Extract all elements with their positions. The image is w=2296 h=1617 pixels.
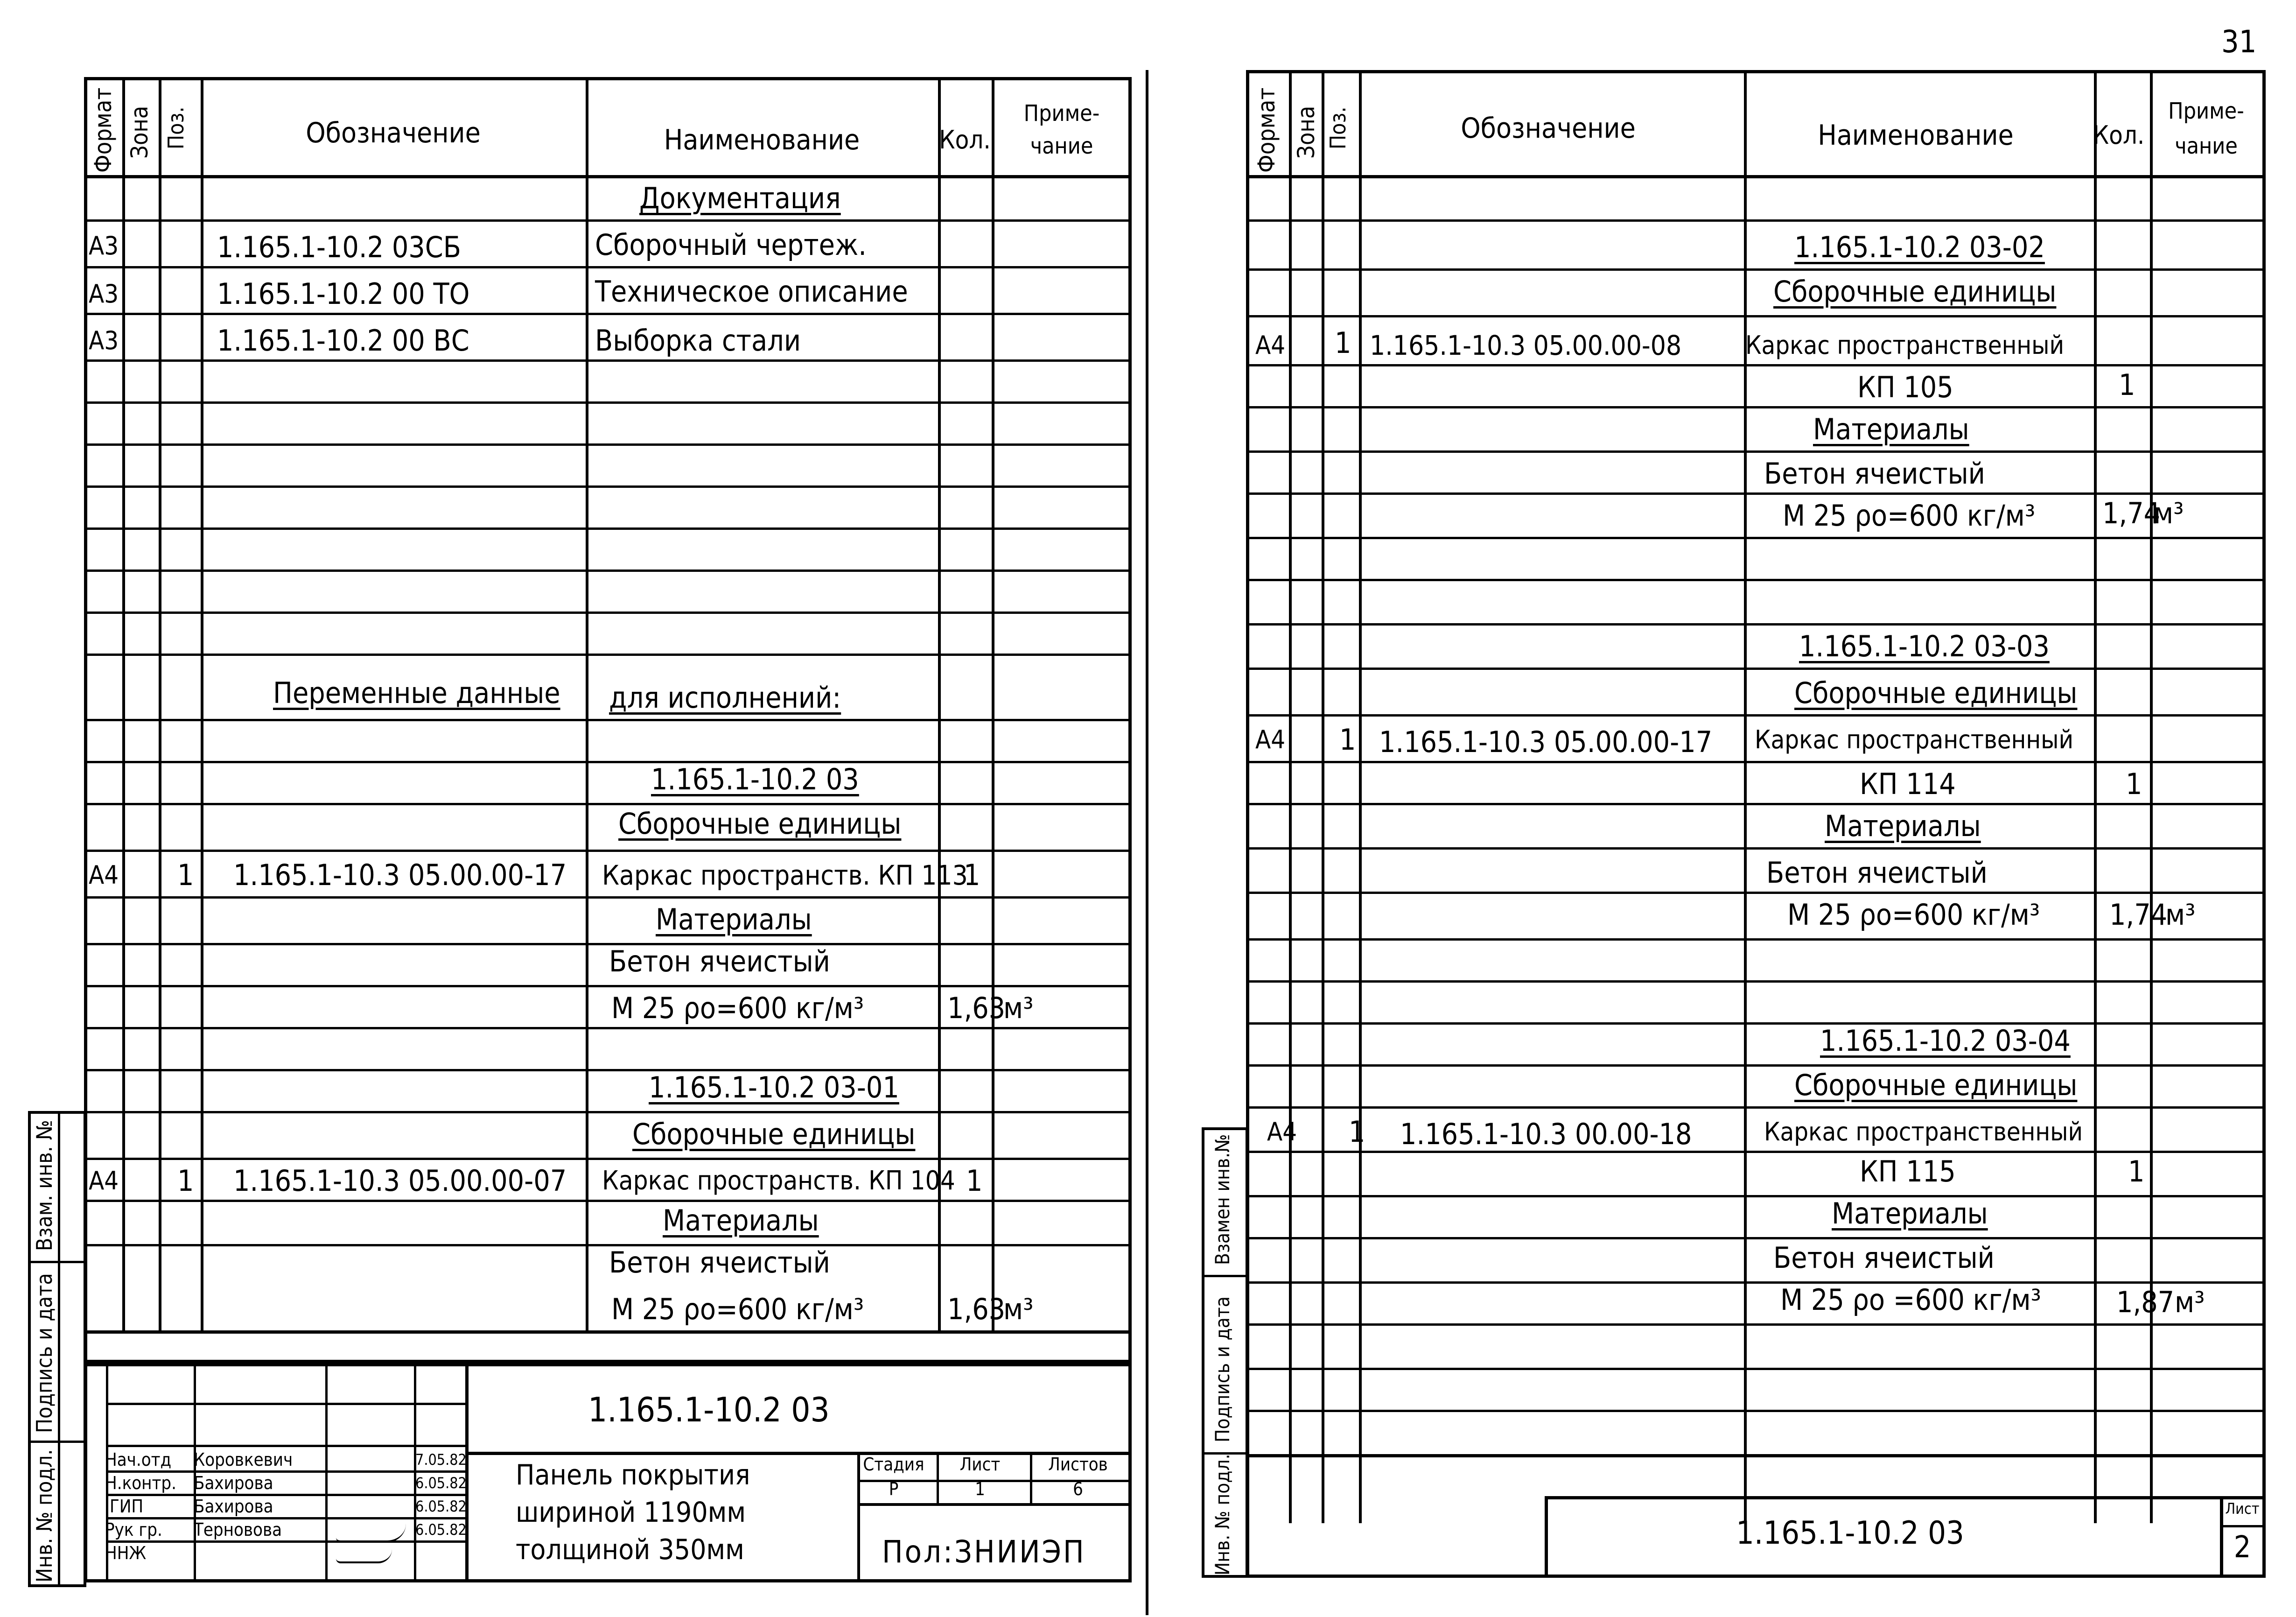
signature-mark — [336, 1522, 406, 1542]
variable-data-label: Переменные данные — [273, 676, 560, 710]
header-pos: Поз. — [1325, 106, 1351, 149]
stamp-line — [31, 1261, 84, 1263]
item-qty: 1 — [2126, 767, 2142, 801]
materials-label: Материалы — [663, 1203, 819, 1237]
row-line — [1246, 1237, 2266, 1239]
item-format: А4 — [1255, 330, 1286, 360]
tb-date: 6.05.82 — [415, 1497, 467, 1515]
header-note-1: Приме- — [1023, 100, 1100, 127]
center-divider — [1146, 70, 1148, 1615]
row-line — [84, 1027, 1132, 1029]
concrete-volume: 1,74 — [2109, 898, 2168, 932]
row-line — [84, 1330, 1132, 1334]
item-format: А4 — [89, 860, 119, 890]
item-pos: 1 — [177, 1164, 194, 1198]
row-line — [84, 761, 1132, 763]
tb-name: Терновова — [194, 1519, 282, 1540]
row-line — [1246, 1368, 2266, 1370]
row-line — [84, 175, 1132, 178]
doc-name: Выборка стали — [595, 323, 801, 358]
item-pos: 1 — [1335, 326, 1351, 360]
concrete-grade: М 25 ρо=600 кг/м³ — [611, 1292, 864, 1326]
tb-name: Коровкевич — [194, 1449, 293, 1470]
header-name: Наименование — [1818, 119, 2014, 152]
doc-designation: 1.165.1-10.2 00 ТО — [217, 277, 470, 311]
doc-format: А3 — [89, 231, 119, 260]
row-line — [1246, 1281, 2266, 1284]
stamp-inv-label: Инв. № подл. — [1211, 1454, 1234, 1575]
tb-name: Бахирова — [194, 1473, 273, 1493]
stamp-podp-label: Подпись и дата — [1211, 1296, 1234, 1442]
header-qty: Кол. — [2093, 120, 2145, 150]
row-line — [84, 1158, 1132, 1160]
page-number: 31 — [2221, 24, 2257, 60]
row-line — [84, 443, 1132, 446]
header-pos: Поз. — [163, 106, 189, 149]
item-name-2: КП 114 — [1860, 767, 1956, 801]
row-line — [84, 266, 1132, 268]
row-line — [1246, 579, 2266, 581]
row-line — [1246, 1454, 2266, 1457]
row-line — [1246, 537, 2266, 539]
concrete-label: Бетон ячеистый — [1764, 457, 1985, 491]
tb-line — [106, 1403, 465, 1405]
tb-role: ГИП — [110, 1496, 144, 1517]
row-line — [1246, 364, 2266, 366]
item-name: Каркас пространств. КП 113 — [602, 859, 968, 891]
concrete-volume: 1,63 — [947, 1292, 1006, 1326]
doc-designation: 1.165.1-10.2 03СБ — [217, 230, 462, 264]
row-line — [84, 401, 1132, 404]
stamp-line — [58, 1114, 60, 1584]
assembly-units-label: Сборочные единицы — [632, 1117, 916, 1151]
stamp-inv-label: Инв. № подл. — [32, 1449, 57, 1582]
concrete-label: Бетон ячеистый — [1773, 1241, 1995, 1275]
header-designation: Обозначение — [306, 117, 481, 149]
tb-name: Бахирова — [194, 1496, 273, 1517]
materials-label: Материалы — [656, 902, 812, 936]
item-name-2: КП 105 — [1857, 370, 1953, 404]
row-line — [84, 985, 1132, 987]
item-format: А4 — [1267, 1117, 1297, 1146]
row-line — [1246, 1106, 2266, 1109]
row-line — [84, 612, 1132, 614]
row-line — [84, 313, 1132, 315]
item-qty: 1 — [2128, 1154, 2145, 1188]
row-line — [1246, 847, 2266, 850]
variant-title: 1.165.1-10.2 03-02 — [1794, 230, 2045, 264]
sheet-label: Лист — [2225, 1500, 2260, 1518]
concrete-volume: 1,63 — [947, 991, 1006, 1025]
item-name: Каркас пространственный — [1745, 330, 2065, 360]
row-line — [84, 1069, 1132, 1071]
concrete-volume: 1,74 — [2102, 496, 2161, 530]
tb-line — [87, 1363, 1128, 1366]
tb-role: Рук гр. — [105, 1519, 162, 1540]
concrete-label: Бетон ячеистый — [609, 944, 830, 978]
row-line — [1246, 803, 2266, 805]
stage-label: Стадия — [863, 1454, 924, 1475]
row-line — [84, 1244, 1132, 1246]
tb-date: 6.05.82 — [415, 1521, 467, 1539]
header-zone: Зона — [1293, 105, 1320, 159]
row-line — [1246, 315, 2266, 317]
row-line — [1246, 980, 2266, 983]
row-line — [84, 359, 1132, 362]
header-designation: Обозначение — [1461, 112, 1636, 145]
item-designation: 1.165.1-10.3 05.00.00-17 — [1379, 725, 1713, 759]
materials-label: Материалы — [1832, 1196, 1988, 1230]
variant-title: 1.165.1-10.2 03-04 — [1820, 1024, 2071, 1058]
concrete-unit: м³ — [2165, 898, 2196, 932]
sheet-value: 1 — [975, 1479, 985, 1499]
row-line — [1246, 406, 2266, 408]
row-line — [1246, 219, 2266, 222]
assembly-units-label: Сборочные единицы — [1794, 676, 2078, 710]
concrete-grade: М 25 ρо=600 кг/м³ — [1787, 898, 2040, 932]
doc-name: Сборочный чертеж. — [595, 228, 867, 262]
row-line — [1246, 761, 2266, 763]
row-line — [1246, 714, 2266, 717]
row-line — [84, 654, 1132, 656]
item-designation: 1.165.1-10.3 05.00.00-07 — [233, 1164, 567, 1198]
variant-title: 1.165.1-10.2 03-03 — [1799, 629, 2050, 663]
item-name: Каркас пространственный — [1755, 725, 2074, 754]
tb-date: 7.05.82 — [415, 1451, 467, 1469]
materials-label: Материалы — [1825, 809, 1981, 843]
row-line — [84, 219, 1132, 222]
tb-date: 6.05.82 — [415, 1474, 467, 1492]
assembly-units-label: Сборочные единицы — [1773, 274, 2057, 309]
materials-label: Материалы — [1813, 412, 1969, 446]
title-line: шириной 1190мм — [516, 1496, 746, 1529]
title-line: Панель покрытия — [516, 1459, 750, 1491]
variant-title: 1.165.1-10.2 03-01 — [649, 1070, 899, 1104]
sheet-value: 2 — [2233, 1530, 2251, 1565]
concrete-label: Бетон ячеистый — [609, 1245, 830, 1280]
header-format: Формат — [90, 87, 117, 173]
header-note-1: Приме- — [2168, 98, 2244, 124]
row-line — [1246, 1064, 2266, 1067]
item-pos: 1 — [1349, 1115, 1365, 1149]
title-line: толщиной 350мм — [516, 1533, 744, 1566]
row-line — [1246, 938, 2266, 941]
concrete-grade: М 25 ρо =600 кг/м³ — [1780, 1283, 2041, 1317]
item-qty: 1 — [966, 1164, 983, 1198]
header-note-2: чание — [1030, 133, 1093, 159]
concrete-unit: м³ — [2154, 496, 2184, 530]
item-designation: 1.165.1-10.3 05.00.00-17 — [233, 858, 567, 892]
sheet-label: Лист — [959, 1454, 1001, 1475]
row-line — [1246, 1323, 2266, 1326]
item-name: Каркас пространственный — [1764, 1117, 2083, 1146]
row-line — [1246, 1195, 2266, 1197]
header-format: Формат — [1253, 87, 1280, 173]
title-doc-number: 1.165.1-10.2 03 — [588, 1390, 830, 1429]
item-pos: 1 — [177, 858, 194, 892]
row-line — [1246, 1151, 2266, 1153]
right-rows — [1246, 0, 2266, 1617]
variable-data-label-2: для исполнений: — [609, 681, 841, 715]
tb-line — [106, 1445, 465, 1447]
row-line — [1246, 175, 2266, 178]
doc-designation: 1.165.1-10.2 00 ВС — [217, 323, 469, 358]
stamp-podp-label: Подпись и дата — [32, 1273, 57, 1433]
stamp-line — [1204, 1275, 1246, 1277]
row-line — [84, 1111, 1132, 1113]
row-line — [1246, 1022, 2266, 1025]
concrete-grade: М 25 ρо=600 кг/м³ — [1783, 499, 2036, 533]
title-doc-number: 1.165.1-10.2 03 — [1736, 1515, 1964, 1552]
concrete-volume: 1,87 — [2116, 1285, 2175, 1319]
concrete-label: Бетон ячеистый — [1766, 856, 1988, 890]
row-line — [84, 850, 1132, 852]
item-qty: 1 — [2119, 368, 2135, 402]
row-line — [1246, 450, 2266, 453]
stamp-vzam-label: Взам. инв. № — [32, 1120, 57, 1251]
organization: Пол:ЗНИИЭП — [882, 1534, 1086, 1570]
header-name: Наименование — [664, 124, 860, 156]
row-line — [1246, 892, 2266, 894]
item-name-2: КП 115 — [1860, 1154, 1956, 1188]
stage-value: Р — [889, 1479, 899, 1499]
doc-format: А3 — [89, 279, 119, 309]
row-line — [84, 803, 1132, 805]
header-qty: Кол. — [939, 125, 991, 155]
concrete-unit: м³ — [2175, 1285, 2205, 1319]
stamp-vzam-label: Взамен инв.№ — [1211, 1134, 1234, 1265]
item-pos: 1 — [1339, 723, 1356, 757]
row-line — [1246, 623, 2266, 626]
row-line — [84, 485, 1132, 488]
doc-name: Техническое описание — [595, 274, 908, 309]
row-line — [84, 569, 1132, 572]
item-format: А4 — [1255, 725, 1286, 754]
row-line — [1246, 1410, 2266, 1412]
item-name: Каркас пространств. КП 104 — [602, 1166, 955, 1196]
assembly-units-label: Сборочные единицы — [618, 807, 902, 841]
concrete-grade: М 25 ρо=600 кг/м³ — [611, 991, 864, 1025]
tb-role: Нач.отд — [105, 1449, 172, 1470]
row-line — [84, 943, 1132, 945]
header-zone: Зона — [126, 105, 153, 159]
doc-format: А3 — [89, 326, 119, 355]
stamp-line — [31, 1441, 84, 1443]
tb-role: ННЖ — [105, 1543, 147, 1563]
item-qty: 1 — [964, 858, 980, 892]
concrete-unit: м³ — [1003, 1292, 1034, 1326]
row-line — [84, 719, 1132, 721]
sheets-value: 6 — [1073, 1479, 1083, 1499]
sheets-label: Листов — [1048, 1454, 1108, 1475]
item-designation: 1.165.1-10.3 05.00.00-08 — [1370, 330, 1682, 361]
row-line — [1246, 268, 2266, 271]
variant-title: 1.165.1-10.2 03 — [651, 762, 859, 796]
row-line — [84, 1200, 1132, 1202]
header-note-2: чание — [2175, 133, 2238, 159]
concrete-unit: м³ — [1003, 991, 1034, 1025]
row-line — [84, 527, 1132, 530]
signature-mark — [336, 1547, 392, 1563]
tb-role: Н.контр. — [105, 1473, 176, 1493]
row-line — [84, 896, 1132, 899]
assembly-units-label: Сборочные единицы — [1794, 1068, 2078, 1102]
item-format: А4 — [89, 1166, 119, 1195]
item-designation: 1.165.1-10.3 00.00-18 — [1400, 1117, 1692, 1151]
documentation-title: Документация — [639, 181, 841, 215]
row-line — [1246, 668, 2266, 670]
